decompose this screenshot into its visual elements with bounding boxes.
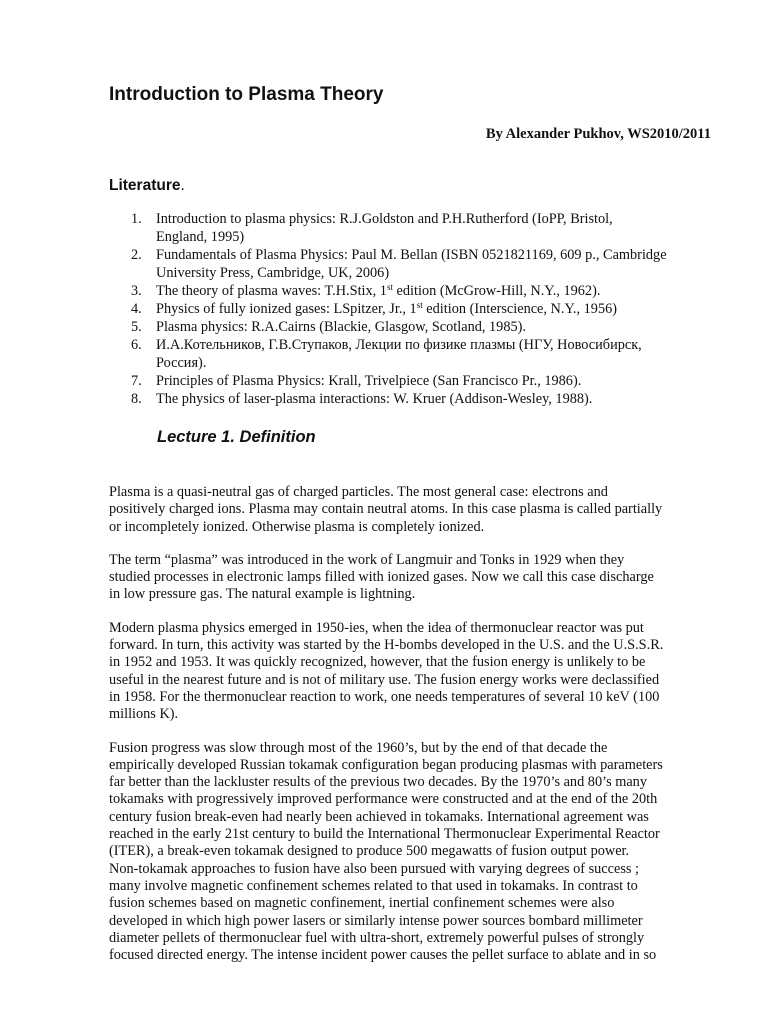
list-number: 4. (131, 301, 142, 317)
list-number: 7. (131, 373, 142, 389)
literature-item (109, 300, 719, 318)
text-line: tokamaks with progressively improved performance were constructed and at the end of the 20th (109, 791, 658, 808)
literature-item-line (156, 282, 719, 300)
text-line: studied processes in electronic lamps filled with ionized gases. Now we call this case discharge (109, 569, 654, 586)
text-line: The term “plasma” was introduced in the work of Langmuir and Tonks in 1929 when they (109, 551, 625, 568)
literature-item-line: Россия). (156, 355, 207, 371)
lecture-heading: Lecture 1. Definition (157, 428, 316, 446)
literature-item (109, 210, 719, 246)
text-line: far better than the lackluster results of the previous two decades. By the 1970’s and 80’s many (109, 774, 647, 791)
literature-item-line: Principles of Plasma Physics: Krall, Trivelpiece (San Francisco Pr., 1986). (156, 373, 582, 389)
text-line: Fusion progress was slow through most of the 1960’s, but by the end of that decade the (109, 739, 608, 756)
literature-item-line: Fundamentals of Plasma Physics: Paul M. Bellan (ISBN 0521821169, 609 p., Cambridge (156, 247, 667, 263)
edition-superscript: st (416, 300, 423, 310)
literature-item (109, 372, 719, 390)
text-line: Non-tokamak approaches to fusion have also been pursued with varying degrees of success ; (109, 860, 640, 877)
text-line: developed in which high power lasers or similarly intense power sources bombard millimeter (109, 912, 643, 929)
list-number: 6. (131, 337, 142, 353)
literature-item (109, 336, 719, 372)
literature-heading (109, 176, 185, 196)
lecture-body (109, 484, 724, 980)
list-number: 5. (131, 319, 142, 335)
text-line: in low pressure gas. The natural example is lightning. (109, 586, 416, 603)
text-line: Modern plasma physics emerged in 1950-ies, when the idea of thermonuclear reactor was put (109, 619, 644, 636)
list-number: 3. (131, 283, 142, 299)
literature-item-line (156, 300, 719, 318)
literature-list (109, 210, 719, 408)
literature-item-text: edition (Interscience, N.Y., 1956) (422, 301, 618, 317)
list-number: 8. (131, 391, 142, 407)
text-line: Plasma is a quasi-neutral gas of charged particles. The most general case: electrons and (109, 484, 608, 500)
text-line: in 1958. For the thermonuclear reaction to work, one needs temperatures of several 10 keV (100 (109, 688, 660, 705)
document-title: Introduction to Plasma Theory (109, 84, 384, 105)
literature-item-text: edition (McGrow-Hill, N.Y., 1962). (392, 283, 601, 299)
text-line: reached in the early 21st century to build the International Thermonuclear Experimental Reactor (109, 826, 660, 843)
literature-item-line: England, 1995) (156, 229, 245, 245)
text-line: in 1952 and 1953. It was quickly recognized, however, that the fusion energy is unlikely to be (109, 654, 646, 671)
literature-item-line: The physics of laser-plasma interactions: W. Kruer (Addison-Wesley, 1988). (156, 391, 593, 407)
paragraph (109, 552, 724, 604)
author-byline: By Alexander Pukhov, WS2010/2011 (485, 126, 711, 142)
literature-heading-text: Literature (109, 177, 181, 194)
literature-item-text: Physics of fully ionized gases: LSpitzer, Jr., 1 (156, 301, 417, 317)
text-line: century fusion break-even had nearly been achieved in tokamaks. International agreement was (109, 808, 649, 825)
text-line: positively charged ions. Plasma may contain neutral atoms. In this case plasma is called partially (109, 501, 663, 518)
paragraph (109, 484, 724, 536)
text-line: forward. In turn, this activity was started by the H-bombs developed in the U.S. and the U.S.S.R. (109, 637, 664, 654)
literature-item (109, 318, 719, 336)
text-line: or incompletely ionized. Otherwise plasma is completely ionized. (109, 518, 485, 535)
text-line: many involve magnetic confinement schemes related to that used in tokamaks. In contrast to (109, 877, 638, 894)
literature-item-line: University Press, Cambridge, UK, 2006) (156, 265, 390, 281)
text-line: millions K). (109, 706, 179, 723)
text-line: (ITER), a break-even tokamak designed to produce 500 megawatts of fusion output power. (109, 843, 630, 860)
list-number: 1. (131, 211, 142, 227)
text-line: diameter pellets of thermonuclear fuel with ultra-short, extremely powerful pulses of strongly (109, 929, 645, 946)
literature-item-line: Introduction to plasma physics: R.J.Goldston and P.H.Rutherford (IoPP, Bristol, (156, 211, 613, 227)
text-line: empirically developed Russian tokamak configuration began producing plasmas with parameters (109, 756, 663, 773)
literature-item (109, 390, 719, 408)
edition-superscript: st (386, 282, 393, 292)
text-line: focused directed energy. The intense incident power causes the pellet surface to ablate and in so (109, 947, 657, 964)
text-line: fusion schemes based on magnetic confinement, inertial confinement schemes were also (109, 895, 615, 912)
list-number: 2. (131, 247, 142, 263)
literature-item-line: Plasma physics: R.A.Cairns (Blackie, Glasgow, Scotland, 1985). (156, 319, 526, 335)
paragraph (109, 620, 724, 724)
literature-item-text: The theory of plasma waves: T.H.Stix, 1 (156, 283, 387, 299)
literature-item (109, 282, 719, 300)
literature-heading-period: . (180, 177, 185, 194)
literature-item (109, 246, 719, 282)
text-line: useful in the nearest future and is not of military use. The fusion energy works were declassified (109, 671, 660, 688)
paragraph (109, 740, 724, 965)
literature-item-line: И.А.Котельников, Г.В.Ступаков, Лекции по физике плазмы (НГУ, Новосибирск, (156, 337, 642, 353)
